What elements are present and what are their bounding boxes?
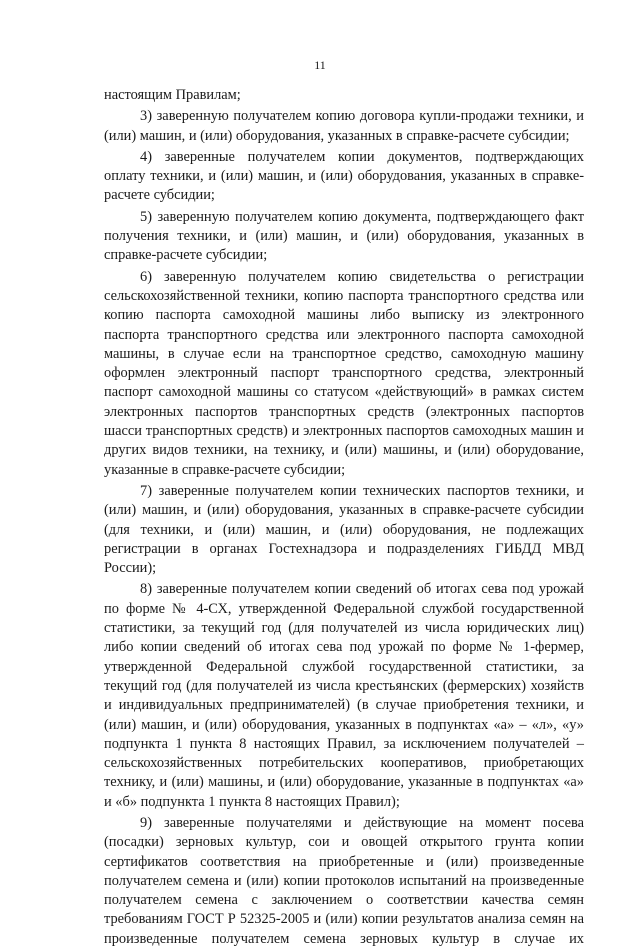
- text-line: 8) заверенные получателем копии сведений об итогах сева под урожай: [140, 581, 584, 598]
- text-line: паспорта транспортного средства или электронного паспорта самоходной: [104, 326, 584, 343]
- text-line: статистики, за текущий год (для получателей из числа юридических лиц): [104, 620, 584, 637]
- text-line: сельскохозяйственных потребительских кооперативов, приобретающих: [104, 755, 584, 772]
- text-line: (для техники, и (или) машин, и (или) оборудования, не подлежащих: [104, 521, 584, 538]
- paragraph-p7: [104, 482, 584, 578]
- text-line: расчете субсидии;: [104, 187, 215, 204]
- document-body: [104, 86, 584, 951]
- text-line: 9) заверенные получателями и действующие на момент посева: [140, 814, 584, 831]
- text-line: текущий год (для получателей из числа крестьянских (фермерских) хозяйств: [104, 677, 584, 694]
- text-line: оплату техники, и (или) машин, и (или) оборудования, указанных в справке-: [104, 168, 584, 185]
- text-line: (или) машин, и (или) оборудования, указанных в подпунктах «а» – «л», «у»: [104, 716, 584, 733]
- text-line: получателем семена и (или) копии протоколов испытаний на произведенные: [104, 872, 584, 889]
- paragraph-p8: [104, 580, 584, 812]
- text-line: технику, и (или) машины, и (или) оборудование, указанные в подпунктах «а»: [104, 774, 584, 791]
- text-line: 3) заверенную получателем копию договора купли-продажи техники, и: [140, 108, 584, 125]
- text-line: (или) машин, и (или) оборудования, указанных в справке-расчете субсидии;: [104, 127, 570, 144]
- text-line: России);: [104, 560, 157, 577]
- text-line: (посадки) зерновых культур, сои и овощей открытого грунта копии: [104, 834, 584, 851]
- text-line: произведенные получателем семена зерновых культур в случае их: [104, 930, 584, 947]
- text-line: копию паспорта самоходной машины либо выписку из электронного: [104, 307, 584, 324]
- text-line: 4) заверенные получателем копии документов, подтверждающих: [140, 148, 584, 165]
- text-line: сельскохозяйственной техники, копию паспорта транспортного средства или: [104, 287, 584, 304]
- text-line: шасси транспортных средств) и электронных паспортов самоходных машин и: [104, 423, 584, 440]
- text-line: справке-расчете субсидии;: [104, 247, 268, 264]
- text-line: регистрации в органах Гостехнадзора и подразделениях ГИБДД МВД: [104, 540, 584, 557]
- text-line: 7) заверенные получателем копии технических паспортов техники, и: [140, 482, 584, 499]
- text-line: других видов техники, на технику, и (или) машины, и (или) оборудование,: [104, 442, 584, 459]
- text-line: электронных паспортов транспортных средств (электронных паспортов: [104, 403, 584, 420]
- paragraph-p6: [104, 268, 584, 480]
- text-line: получателем семена с заключением о соответствии качества семян: [104, 892, 584, 909]
- text-line: по форме № 4-СХ, утвержденной Федеральной службой государственной: [104, 600, 584, 617]
- paragraph-p5: [104, 208, 584, 266]
- text-line: 5) заверенную получателем копию документа, подтверждающего факт: [140, 208, 584, 225]
- paragraph-p9: [104, 814, 584, 949]
- text-line: и индивидуальных предпринимателей) (в случае приобретения техники, и: [104, 697, 584, 714]
- text-line: (или) машин, и (или) оборудования, указанных в справке-расчете субсидии: [104, 502, 584, 519]
- text-line: сертификатов соответствия на приобретенные и (или) произведенные: [104, 853, 584, 870]
- text-line: утвержденной Федеральной службой государственной статистики, за: [104, 658, 584, 675]
- text-line: паспорт самоходной машины со статусом «действующий» в рамках систем: [104, 384, 584, 401]
- text-line: оформлен электронный паспорт транспортного средства, электронный: [104, 365, 584, 382]
- paragraph-p-cont: [104, 86, 584, 105]
- text-line: получения техники, и (или) машин, и (или) оборудования, указанных в: [104, 228, 584, 245]
- text-line: машины, в случае если на транспортное средство, самоходную машину: [104, 345, 584, 362]
- text-line: либо копии сведений об итогах сева под урожай по форме № 1-фермер,: [104, 639, 584, 656]
- page-number: 11: [314, 58, 326, 72]
- text-line: настоящим Правилам;: [104, 87, 241, 103]
- text-line: и «б» подпункта 1 пункта 8 настоящих Правил);: [104, 793, 400, 810]
- text-line: 6) заверенную получателем копию свидетельства о регистрации: [140, 268, 584, 285]
- text-line: требованиям ГОСТ Р 52325-2005 и (или) копии результатов анализа семян на: [104, 911, 584, 928]
- paragraph-p4: [104, 148, 584, 206]
- paragraph-p3: [104, 107, 584, 146]
- text-line: подпункта 1 пункта 8 настоящих Правил, за исключением получателей –: [104, 735, 584, 752]
- text-line: указанные в справке-расчете субсидии;: [104, 461, 346, 478]
